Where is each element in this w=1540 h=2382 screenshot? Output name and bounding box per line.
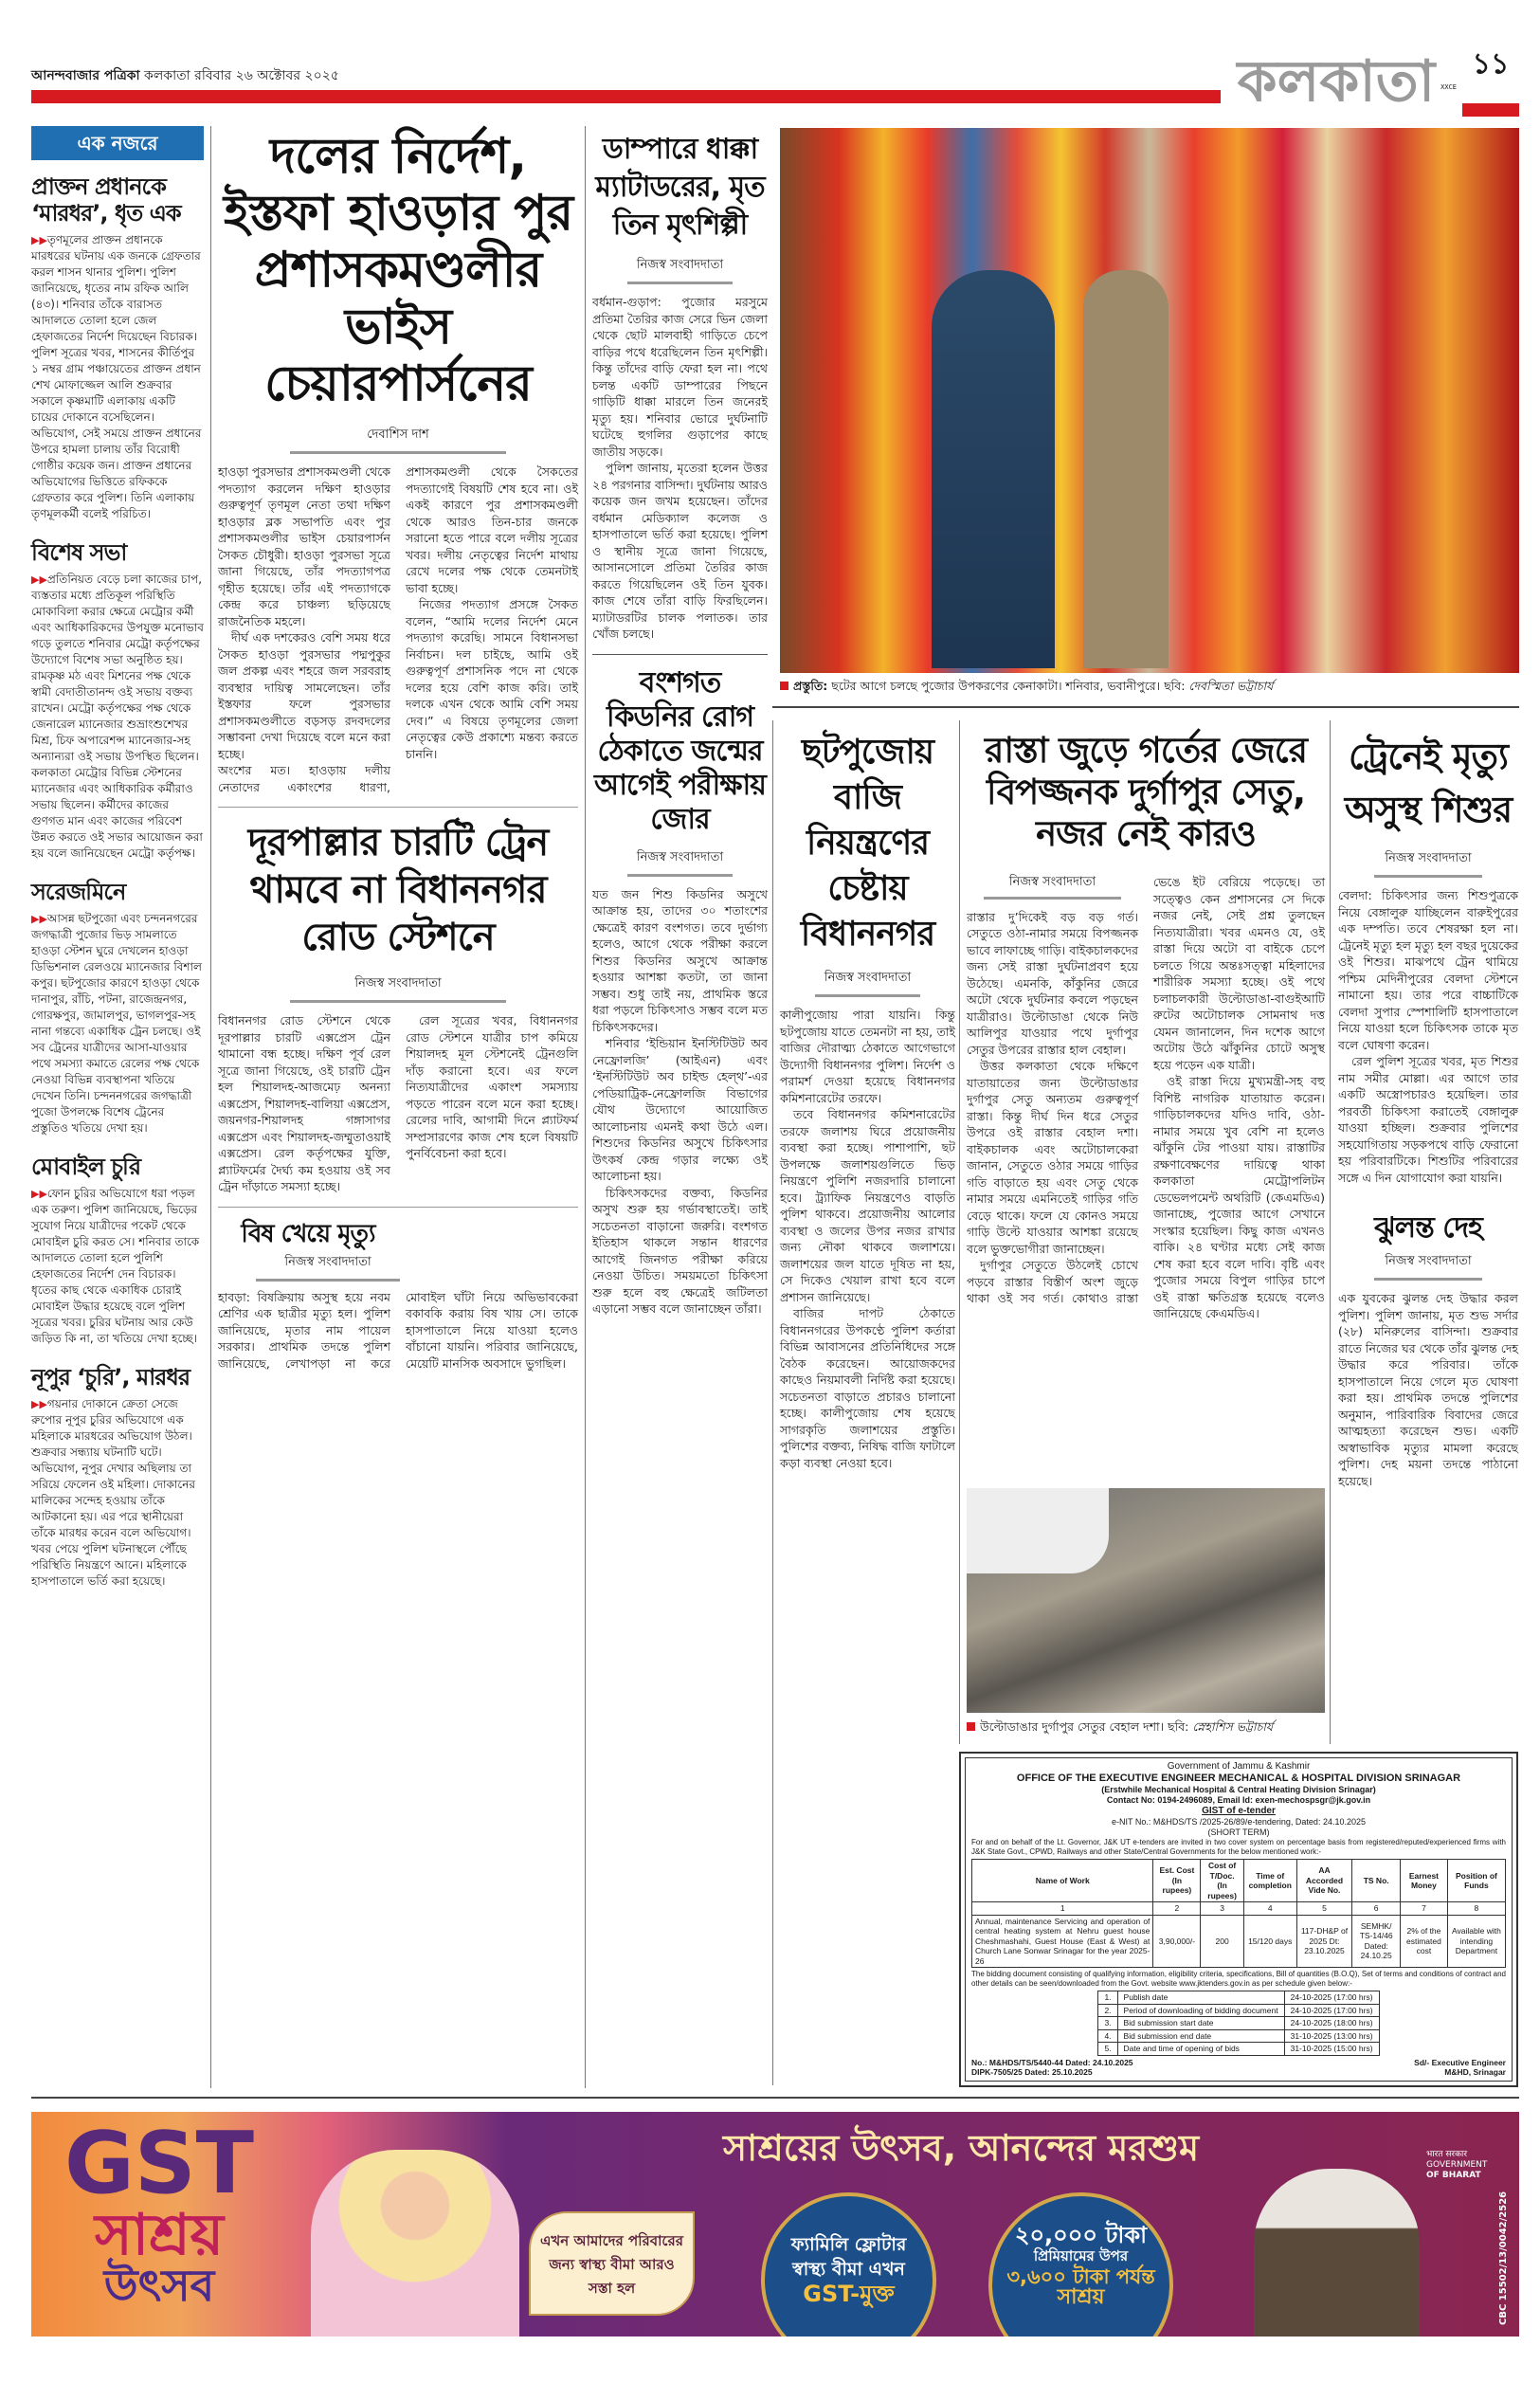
ad-circle-floater	[761, 2192, 936, 2337]
ad-code: CBC 15502/13/0042/2526	[1498, 2191, 1509, 2325]
dumper-headline: ডাম্পারে ধাক্কা ম্যাটাডরের, মৃত তিন মৃৎশিল্পী	[595, 133, 765, 242]
gst-advertisement	[31, 2112, 1519, 2337]
table-cell: Available with intending Department	[1447, 1915, 1505, 1968]
rule	[218, 807, 578, 808]
paragraph: শনিবার ‘ইন্ডিয়ান ইনস্টিটিউট অব নেফ্রোলজি’ (আইএন) এবং ‘ইনস্টিটিউট অব চাইল্ড হেল্থ’-এর পেডিয়াট্রিক-নেফ্রোলজি বিভাগের যৌথ উদ্যোগে আয়োজিত আলোচনায় এমনই কথা উঠে এল। শিশুদের কিডনির অসুখে চিকিৎসার উৎকর্ষ কেন্দ্র গড়ার লক্ষ্যে ওই আলোচনা হয়।	[592, 1036, 768, 1183]
paragraph: রাস্তার দু’দিকেই বড় বড় গর্ত। সেতুতে ওঠা-নামার সময়ে বিপজ্জনক ভাবে লাফাচ্ছে গাড়ি। বাইকচালকদের জন্য সেই রাস্তা দুর্ঘটনাপ্রবণ হয়ে উঠেছে। এমনকি, কাঁকুনির জেরে অটো থেকে দুর্ঘটনার কবলে পড়ছেন যাত্রীরাও। উল্টোডাঙা থেকে নিউ আলিপুর যাওয়ার পথে দুর্গাপুর সেতুর উপরের রাস্তার হাল বেহাল।	[967, 909, 1138, 1057]
paper-name: আনন্দবাজার পত্রিকা	[31, 68, 140, 83]
tender-term: (SHORT TERM)	[1207, 1827, 1270, 1837]
ad-text: প্রিমিয়ামের উপর	[1033, 2247, 1129, 2264]
pm-photo	[1254, 2169, 1420, 2337]
caption-text: উল্টোডাঙার দুর্গাপুর সেতুর বেহাল দশা। ছবি:	[980, 1719, 1189, 1734]
brief-body: ফোন চুরির অভিযোগে ধরা পড়ল এক তরুণ। পুলিশ জানিয়েছে, ভিড়ের সুযোগ নিয়ে যাত্রীদের পকেট থেকে মোবাইল চুরি করত সে। শনিবার তাকে আদালতে তোলা হলে পুলিশি হেফাজতের নির্দেশ দেন বিচারক। ধৃতের কাছ থেকে একাধিক চোরাই মোবাইল উদ্ধার হয়েছে বলে পুলিশ সূত্রের খবর। চুরির ঘটনায় আর কেউ জড়িত কি না, তা খতিয়ে দেখা হচ্ছে।	[31, 1187, 200, 1345]
table-cell: 15/120 days	[1243, 1915, 1296, 1968]
brief-body: গয়নার দোকানে ক্রেতা সেজে রুপোর নূপুর চুরির অভিযোগে এক মহিলাকে মারধরের অভিযোগ উঠল। শুক্রবার সন্ধ্যায় ঘটনাটি ঘটে। অভিযোগ, নূপুর দেখার অছিলায় তা সরিয়ে ফেলেন ওই মহিলা। দোকানের মালিকের সন্দেহ হওয়ায় তাঁকে আটকানো হয়। এর পরে স্থানীয়েরা তাঁকে মারধর করেন বলে অভিযোগ। খবর পেয়ে পুলিশ ঘটনাস্থলে পৌঁছে পরিস্থিতি নিয়ন্ত্রণে আনে। মহিলাকে হাসপাতালে ভর্তি করা হয়েছে।	[31, 1397, 195, 1588]
byline: নিজস্ব সংবাদদাতা	[627, 256, 733, 284]
ad-tagline: সাশ্রয়ের উৎসব, আনন্দের মরশুম	[723, 2127, 1200, 2169]
masthead-line	[31, 64, 339, 87]
bridge-caption	[967, 1719, 1325, 1738]
red-bar	[31, 90, 1221, 103]
section-header	[1223, 34, 1519, 119]
ad-text: ২০,০০০ টাকা	[1014, 2222, 1148, 2248]
ad-logo	[50, 2114, 268, 2311]
lead-body	[218, 464, 578, 795]
trains-headline: দূরপাল্লার চারটি ট্রেন থামবে না বিধাননগর রোড স্টেশনে	[247, 821, 549, 959]
table-cell: 6	[1352, 1902, 1401, 1916]
car-shape	[967, 1488, 1109, 1573]
table-cell: 200	[1201, 1915, 1243, 1968]
lead-article	[218, 128, 578, 795]
table-cell: 24-10-2025 (18:00 hrs)	[1284, 2017, 1379, 2030]
table-cell: 4	[1243, 1902, 1296, 1916]
table-cell: 3	[1201, 1902, 1243, 1916]
paragraph: হাওড়া পুরসভার প্রশাসকমণ্ডলী থেকে পদত্যাগ করলেন দক্ষিণ হাওড়ার গুরুত্বপূর্ণ তৃণমূল নেতা তথা দক্ষিণ হাওড়ার ব্লক সভাপতি এবং পুর প্রশাসকমণ্ডলীর ভাইস চেয়ারপার্সন সৈকত চৌধুরী। হাওড়া পুরসভা সূত্রে জানা গিয়েছে, তাঁর পদত্যাগপত্র গৃহীত হয়েছে। তাঁর এই পদত্যাগকে কেন্দ্র করে চাঞ্চল্য ছড়িয়েছে রাজনৈতিক মহলে।	[218, 464, 391, 628]
kidney-headline: বংশগত কিডনির রোগ ঠেকাতে জন্মের আগেই পরীক্ষায় জোর	[594, 665, 766, 836]
ad-text: সাশ্রয়	[1057, 2285, 1105, 2309]
table-cell: 2.	[1098, 2004, 1117, 2017]
trains-article	[218, 819, 578, 1195]
arrow-icon: ▶▶	[31, 234, 47, 246]
tender-enit: e-NIT No.: M&HDS/TS /2025-26/89/e-tendering, Dated: 24.10.2025	[1112, 1817, 1366, 1827]
ad-quote: এখন আমাদের পরিবারের জন্য স্বাস্থ্য বীমা আরও সস্তা হল	[529, 2211, 695, 2316]
paragraph: তবে বিধাননগর কমিশনারেটের তরফে জলাশয় ঘিরে প্রয়োজনীয় ব্যবস্থা করা হচ্ছে। পাশাপাশি, ছট উপলক্ষে জলাশয়গুলিতে ভিড় নিয়ন্ত্রণে পুলিশি নজরদারি চালানো হবে। ট্র্যাফিক নিয়ন্ত্রণেও বাড়তি পুলিশ থাকবে। প্রয়োজনীয় আলোর ব্যবস্থা ও জলের উপর নজর রাখার জন্য নৌকা থাকবে জলাশয়ে। জলাশয়ের জল যাতে দূষিত না হয়, সে দিকেও খেয়াল রাখা হবে বলে প্রশাসন জানিয়েছে।	[780, 1107, 955, 1304]
kidney-article	[592, 666, 768, 1318]
paragraph: অংশের মত। হাওড়ায় দলীয় নেতাদের একাংশের ধারণা, প্রশাসকমণ্ডলী থেকে সৈকতের পদত্যাগেই বিষয়টি শেষ হবে না। ওই একই কারণে পুর প্রশাসকমণ্ডলী থেকে আরও তিন-চার জনকে সরানো হতে পারে বলে দলীয় সূত্রের খবর। দলীয় নেতৃত্বের নির্দেশ মাথায় রেখে দলের পক্ষ থেকে তেমনটাই ভাবা হচ্ছে।	[218, 464, 578, 794]
ad-gov-text: OF BHARAT	[1426, 2171, 1481, 2180]
table-header: Time of completion	[1243, 1860, 1296, 1902]
tender-dipk: DIPK-7505/25 Dated: 25.10.2025	[971, 2067, 1093, 2077]
table-header: Name of Work	[972, 1860, 1153, 1902]
table-cell: Bid submission end date	[1117, 2029, 1284, 2043]
table-row	[972, 1915, 1506, 1968]
photo-credit: দেবস্মিতা ভট্টাচার্য	[1188, 679, 1274, 693]
ad-text: স্বাস্থ্য বীমা এখন	[792, 2259, 905, 2280]
table-cell: 8	[1447, 1902, 1505, 1916]
paragraph: বেলদা: চিকিৎসার জন্য শিশুপুত্রকে নিয়ে বেঙ্গালুরু যাচ্ছিলেন বারুইপুরের এক দম্পতি। তবে শেষরক্ষা হল না। ট্রেনেই মৃত্যু হল মৃত্যু হল বছর দুয়েকের ওই শিশুর। মাঝপথে ট্রেন থামিয়ে পশ্চিম মেদিনীপুরের বেলদা স্টেশনে নামানো হয়। তার পরে বাচ্চাটিকে বেলদা সুপার স্পেশালিটি হাসপাতালে নিয়ে যাওয়া হলে চিকিৎসক তাকে মৃত বলে ঘোষণা করেন।	[1338, 888, 1518, 1052]
table-cell: 31-10-2025 (13:00 hrs)	[1284, 2029, 1379, 2043]
poison-article	[218, 1219, 578, 1373]
tender-sign-office: M&HD, Srinagar	[1444, 2067, 1506, 2077]
brief-body: প্রতিনিয়ত বেড়ে চলা কাজের চাপ, ব্যস্ততার মধ্যে প্রতিকূল পরিস্থিতি মোকাবিলা করার ক্ষেত্রে মেট্রোর কর্মী এবং আধিকারিকদের উপযুক্ত মনোভাব গড়ে তুলতে শনিবার মেট্রো কর্তৃপক্ষের উদ্যোগে বিশেষ সভা অনুষ্ঠিত হয়। রামকৃষ্ণ মঠ এবং মিশনের পক্ষ থেকে স্বামী বেদাতীতানন্দ ওই সভায় বক্তব্য রাখেন। মেট্রো কর্তৃপক্ষের পক্ষ থেকে জেনারেল ম্যানেজার শুভ্রাংশুশেখর মিশ্র, চিফ অপারেশন্স ম্যানেজার-সহ অন্যান্যরা ওই সভায় উপস্থিত ছিলেন। কলকাতা মেট্রোর বিভিন্ন স্টেশনের ম্যানেজার এবং আধিকারিক কর্মীরাও সভায় ছিলেন। কর্মীদের কাজের গুণগত মান এবং কাজের পরিবেশ উন্নত করতে ওই সভার আয়োজন করা হয় বলে জানিয়েছেন মেট্রো কর্তৃপক্ষ।	[31, 573, 204, 860]
ad-gov-text: भारत सरकार	[1426, 2150, 1468, 2159]
table-cell: Date and time of opening of bids	[1117, 2043, 1284, 2056]
table-cell: 4.	[1098, 2029, 1117, 2043]
paragraph: রেল পুলিশ সূত্রের খবর, মৃত শিশুর নাম সমীর মোল্লা। এর আগে তার একটি অস্ত্রোপচারও হয়েছিল। তার পরবর্তী চিকিৎসা করাতেই বেঙ্গালুরু যাওয়া হচ্ছিল। শুক্রবার পুলিশের সহযোগিতায় সড়কপথে বাড়ি ফেরানো হয় পরিবারটিকে। শিশুটির পরিবারের সঙ্গে এ দিন যোগাযোগ করা যায়নি।	[1338, 1054, 1518, 1185]
brief-heading: প্রাক্তন প্রধানকে ‘মারধর’, ধৃত এক	[31, 173, 181, 227]
table-header: Est. Cost (In rupees)	[1153, 1860, 1201, 1902]
byline: নিজস্ব সংবাদদাতা	[1374, 849, 1482, 878]
table-cell: 3.	[1098, 2017, 1117, 2030]
dumper-article	[592, 131, 768, 643]
ad-rule	[31, 2097, 1519, 2099]
bridge-article	[967, 730, 1325, 1322]
brief-body: তৃণমূলের প্রাক্তন প্রধানকে মারধরের ঘটনায় এক জনকে গ্রেফতার করল শাসন থানার পুলিশ। পুলিশ জানিয়েছে, ধৃতের নাম রফিক আলি (৪৩)। শনিবার তাঁকে বারাসত আদালতে তোলা হলে জেল হেফাজতের নির্দেশ দিয়েছেন বিচারক। পুলিশ সূত্রের খবর, শাসনের কীর্তিপুর ১ নম্বর গ্রাম পঞ্চায়েতের প্রাক্তন প্রধান শেখ মোফাজ্জেল আলি শুক্রবার সকালে কৃষ্ণমাটি এলাকায় একটি চায়ের দোকানে বসেছিলেন। অভিযোগ, সেই সময়ে প্রাক্তন প্রধানের উপরে হামলা চালায় তাঁর বিরোধী গোষ্ঠীর কয়েক জন। প্রাক্তন প্রধানের অভিযোগের ভিত্তিতে রফিককে গ্রেফতার করে পুলিশ। তিনি এলাকায় তৃণমূলকর্মী বলেই পরিচিত।	[31, 233, 202, 520]
photo-caption	[780, 679, 1519, 698]
ad-text: ফ্যামিলি ফ্লোটার	[790, 2234, 907, 2255]
table-cell: Period of downloading of bidding document	[1117, 2004, 1284, 2017]
brief-heading: বিশেষ সভা	[31, 539, 127, 566]
tender-office: OFFICE OF THE EXECUTIVE ENGINEER MECHANICAL & HOSPITAL DIVISION SRINAGAR	[1016, 1773, 1461, 1784]
table-header: Position of Funds	[1447, 1860, 1505, 1902]
byline: নিজস্ব সংবাদদাতা	[1374, 1252, 1482, 1281]
arrow-icon: ▶▶	[31, 1398, 47, 1410]
paragraph: পুলিশ জানায়, মৃতেরা হলেন উত্তর ২৪ পরগনার বাসিন্দা। দুর্ঘটনায় আরও কয়েক জন জখম হয়েছেন। তাঁদের বর্ধমান মেডিক্যাল কলেজ ও হাসপাতালে ভর্তি করা হয়েছে। পুলিশ ও স্থানীয় সূত্রে জানা গিয়েছে, আসানসোলে প্রতিমা তৈরির কাজ করতে গিয়েছিলেন ওই তিন যুবক। কাজ শেষে তাঁরা বাড়ি ফিরছিলেন। ম্যাটাডরটির চালক পলাতক। তার খোঁজ চলছে।	[592, 461, 768, 641]
officer-figure	[1083, 270, 1169, 668]
chhath-article	[780, 730, 955, 1471]
arrow-icon: ▶▶	[31, 1188, 47, 1200]
paragraph: বাজির দাপট ঠেকাতে বিধাননগরের উপকণ্ঠে পুলিশ কর্তারা বিভিন্ন আবাসনের প্রতিনিধিদের সঙ্গে বৈঠক করেছেন। আয়োজকদের কাছেও নিয়মাবলী নির্দিষ্ট করা হয়েছে। সচেতনতা বাড়াতে প্রচারও চালানো হচ্ছে। কালীপুজোয় শেষ হয়েছে সাগরকৃতি জলাশয়ের প্রস্তুতি। পুলিশের বক্তব্য, নিষিদ্ধ বাজি ফাটালে কড়া ব্যবস্থা নেওয়া হবে।	[780, 1306, 955, 1470]
section-tag: XXCE	[1440, 83, 1457, 91]
table-header: AA Accorded Vide No.	[1296, 1860, 1352, 1902]
paragraph: ওই রাস্তা দিয়ে মুখ্যমন্ত্রী-সহ বহু বিশিষ্ট নাগরিক যাতায়াত করেন। গাড়িচালকদের যদিও দাবি, ওঠা-নামার সময়ে খুব বেশি না হলেও ঝাঁকুনি টের পাওয়া যায়। রাস্তাটির রক্ষণাবেক্ষণের দায়িত্বে থাকা কলকাতা মেট্রোপলিটন ডেভেলপমেন্ট অথরিটি (কেএমডিএ) জানাচ্ছে, পুজোর আগে সেখানে সংস্কার হয়েছিল। কিছু কাজ এখনও বাকি। ২৪ ঘণ্টার মধ্যে সেই কাজ শেষ করা হবে বলে দাবি। বৃষ্টি এবং পুজোর সময়ে বিপুল গাড়ির চাপে ওই রাস্তা ক্ষতিগ্রস্ত হয়েছে বলেও জানিয়েছে কেএমডিএ।	[1153, 1074, 1325, 1320]
woman-figure	[932, 270, 1055, 668]
page-number: ১১	[1472, 47, 1510, 81]
ad-circle-premium	[988, 2192, 1173, 2337]
ad-gst: GST	[63, 2114, 255, 2213]
table-row	[1098, 2017, 1379, 2030]
tender-notice	[959, 1752, 1518, 2087]
byline: নিজস্ব সংবাদদাতা	[984, 874, 1121, 900]
column-divider	[772, 720, 773, 2085]
brief-item	[31, 879, 204, 1136]
column-divider	[210, 126, 211, 2088]
table-cell: Bid submission start date	[1117, 2017, 1284, 2030]
table-row	[1098, 2043, 1379, 2056]
rule	[592, 654, 768, 655]
table-row	[1098, 2029, 1379, 2043]
ad-gov-text: GOVERNMENT	[1426, 2160, 1488, 2170]
table-cell: 3,90,000/-	[1153, 1915, 1201, 1968]
table-header: TS No.	[1352, 1860, 1401, 1902]
table-cell: 24-10-2025 (17:00 hrs)	[1284, 2004, 1379, 2017]
brief-item	[31, 1364, 204, 1590]
tender-gov: Government of Jammu & Kashmir	[1167, 1761, 1311, 1772]
tender-no: No.: M&HDS/TS/5440-44 Dated: 24.10.2025	[971, 2057, 1133, 2067]
table-header: Earnest Money	[1401, 1860, 1448, 1902]
ad-text: ৩,৬০০ টাকা পর্যন্ত	[1006, 2265, 1155, 2288]
paragraph: দীর্ঘ এক দশকেরও বেশি সময় ধরে সৈকত হাওড়া পুরসভার পদ্মপুকুর জল প্রকল্প এবং শহরে জল সরবরাহ ব্যবস্থার দায়িত্ব সামলেছেন। তাঁর ইস্তফার ফলে পুরসভার প্রশাসকমণ্ডলীতে বড়সড় রদবদলের সম্ভাবনা দেখা দিয়েছে বলে মনে করা হচ্ছে।	[218, 630, 390, 761]
column-divider	[1330, 720, 1331, 1744]
lead-headline: দলের নির্দেশ, ইস্তফা হাওড়ার পুর প্রশাসকমণ্ডলীর ভাইস চেয়ারপার্সনের	[223, 128, 573, 412]
section-title: কলকাতা	[1237, 48, 1436, 115]
brief-item	[31, 539, 204, 862]
paragraph: বর্ধমান-গুড়াপ: পুজোর মরসুমে প্রতিমা তৈরির কাজ সেরে ভিন জেলা থেকে ছোট মালবাহী গাড়িতে চেপে বাড়ির পথে ধরেছিলেন তিন মৃৎশিল্পী। কিন্তু তাঁদের বাড়ি ফেরা হল না। পথে চলন্ত একটি ডাম্পারের পিছনে গাড়িটি ধাক্কা মারলে তিন জনেরই মৃত্যু হয়। শনিবার ভোরে দুর্ঘটনাটি ঘটেছে হুগলির গুড়াপের কাছে জাতীয় সড়কে।	[592, 295, 768, 459]
table-cell: 5	[1296, 1902, 1352, 1916]
table-cell: 7	[1401, 1902, 1448, 1916]
table-cell: 2	[1153, 1902, 1201, 1916]
byline: নিজস্ব সংবাদদাতা	[290, 974, 506, 1003]
dateline: কলকাতা রবিবার ২৬ অক্টোবর ২০২৫	[144, 68, 339, 83]
chhath-headline: ছটপুজোয় বাজি নিয়ন্ত্রণের চেষ্টায় বিধাননগর	[800, 733, 935, 954]
table-cell: 1.	[1098, 1991, 1117, 2005]
tender-contact: Contact No: 0194-2496089, Email Id: exen-mechospsgr@jk.gov.in	[1106, 1795, 1371, 1805]
section-rule	[772, 706, 1519, 708]
sidebar-title: এক নজরে	[31, 126, 204, 160]
photo-credit: স্নেহাশিস ভট্টাচার্য	[1192, 1719, 1274, 1734]
tender-sign: Sd/- Executive Engineer	[1414, 2057, 1506, 2067]
bridge-photo	[967, 1488, 1325, 1713]
hanging-headline: ঝুলন্ত দেহ	[1374, 1211, 1482, 1245]
brief-heading: মোবাইল চুরি	[31, 1154, 141, 1180]
brief-item	[31, 173, 204, 522]
ad-text: GST-মুক্ত	[803, 2281, 895, 2307]
train-article	[1338, 730, 1518, 1489]
table-cell: 24-10-2025 (17:00 hrs)	[1284, 1991, 1379, 2005]
tender-intro: For and on behalf of the Lt. Governor, J&K UT e-tenders are invited in two cover system on percentage basis from registered/reputed/experienced firms with J&K State Govt., CPWD, Railways and other State/Central Governments for the below mentioned work:-	[971, 1838, 1506, 1856]
brief-heading: সরেজমিনে	[31, 879, 126, 905]
table-row	[1098, 1991, 1379, 2005]
caption-marker-icon	[967, 1722, 975, 1731]
lead-column	[218, 128, 578, 1372]
paragraph: চিকিৎসকদের বক্তব্য, কিডনির অসুখ শুরু হয় গর্ভাবস্থাতেই। তাই সচেতনতা বাড়ানো জরুরি। বংশগত ইতিহাস থাকলে সন্তান ধারণের আগেই জিনগত পরীক্ষা করিয়ে নেওয়া উচিত। সময়মতো চিকিৎসা শুরু হলে বহু ক্ষেত্রেই জটিলতা এড়ানো সম্ভব বলে জানাচ্ছেন তাঁরা।	[592, 1185, 768, 1316]
caption-marker-icon	[780, 682, 788, 690]
bridge-headline: রাস্তা জুড়ে গর্তের জেরে বিপজ্জনক দুর্গাপুর সেতু, নজর নেই কারও	[984, 730, 1307, 854]
arrow-icon: ▶▶	[31, 573, 47, 586]
tender-bidding-note: The bidding document consisting of qualifying information, eligibility criteria, specifications, Bill of quantities (B.O.Q), Set of terms and conditions of contract and other details can be seen/downloaded from the Govt. website www.jktenders.gov.in as per schedule given below:-	[971, 1970, 1506, 1988]
family-photo	[311, 2150, 519, 2337]
table-cell: 117-DH&P of 2025 Dt: 23.10.2025	[1296, 1915, 1352, 1968]
paragraph: এক যুবকের ঝুলন্ত দেহ উদ্ধার করল পুলিশ। পুলিশ জানায়, মৃত শুভ সর্দার (২৮) মনিরুলের বাসিন্দা। শুক্রবার রাতে নিজের ঘর থেকে তাঁর ঝুলন্ত দেহ উদ্ধার করে পরিবার। তাঁকে হাসপাতালে নিয়ে গেলে মৃত ঘোষণা করা হয়। প্রাথমিক তদন্তে পুলিশের অনুমান, পারিবারিক বিবাদের জেরে আত্মহত্যা করেছেন শুভ। একটি অস্বাভাবিক মৃত্যুর মামলা করেছে পুলিশ। দেহ ময়না তদন্তে পাঠানো হয়েছে।	[1338, 1291, 1518, 1488]
tender-table	[971, 1859, 1506, 1968]
tender-erstwhile: (Erstwhile Mechanical Hospital & Central Heating Division Srinagar)	[1101, 1785, 1376, 1794]
table-cell: Publish date	[1117, 1991, 1284, 2005]
byline: নিজস্ব সংবাদদাতা	[256, 1253, 400, 1282]
caption-text: ছটের আগে চলছে পুজোর উপকরণের কেনাকাটা। শনিবার, ভবানীপুরে। ছবি:	[831, 679, 1186, 693]
paragraph: উত্তর কলকাতা থেকে দক্ষিণে যাতায়াতের জন্য উল্টোডাঙার দুর্গাপুর সেতু অন্যতম গুরুত্বপূর্ণ রাস্তা। কিন্তু দীর্ঘ দিন ধরে সেতুর উপরে ওই রাস্তার বেহাল দশা। বাইকচালক এবং অটোচালকেরা জানান, সেতুতে ওঠার সময়ে গাড়ির গতি বাড়াতে হয় এবং সেতু থেকে নামার সময়ে এমনিতেই গাড়ির গতি বেড়ে থাকে। ফলে যে কোনও সময়ে গাড়ি উল্টে যাওয়ার আশঙ্কা রয়েছে বলে ভুক্তভোগীরা জানাচ্ছেন।	[967, 1059, 1138, 1256]
gov-bharat-logo	[1426, 2150, 1487, 2181]
paragraph: দুর্গাপুর সেতুতে উঠলেই চোখে পড়বে রাস্তার বিস্তীর্ণ অংশ জুড়ে থাকা ওই সব গর্ত। কোথাও রাস্তা ভেঙে ইট বেরিয়ে পড়েছে। তা সত্ত্বেও কেন প্রশাসনের সে দিকে নজর নেই, সেই প্রশ্ন তুলছেন নিত্যযাত্রীরা। খবর এমনও যে, ওই রাস্তা দিয়ে অটো বা বাইকে চেপে চলতে গিয়ে অন্তঃসত্ত্বা মহিলাদের শারীরিক সমস্যা হচ্ছে। ওই পথে চলাচলকারী উল্টোডাঙা-বাগুইআটি রুটের অটোচালক সোমনাথ দত্ত যেমন জানালেন, দিন দশেক আগে অটোয় উঠে ঝাঁকুনির চোটে অসুস্থ হয়ে পড়েন এক যাত্রী।	[967, 875, 1325, 1305]
brief-body: আসন্ন ছটপুজো এবং চন্দননগরের জগদ্ধাত্রী পুজোর ভিড় সামলাতে হাওড়া স্টেশন ঘুরে দেখলেন হাওড়া ডিভিশনাল রেলওয়ে ম্যানেজার বিশাল কপুর। ছটপুজোর কারণে হাওড়া থেকে দানাপুর, রাঁচি, পটনা, রাজেন্দ্রনগর, গোরক্ষপুর, জামালপুর, ভাগলপুর-সহ নানা গন্তব্যে একাধিক ট্রেন চলছে। ওই সব ট্রেনের যাত্রীদের আসা-যাওয়ার পথে সমস্যা কমাতে রেলের পক্ষ থেকে নেওয়া বিভিন্ন ব্যবস্থাপনা খতিয়ে দেখেন তিনি। চন্দননগরের জগদ্ধাত্রী পুজো উপলক্ষে বিশেষ ট্রেনের প্রস্তুতিও খতিয়ে দেখা হয়।	[31, 912, 202, 1135]
table-header: Cost of T/Doc. (In rupees)	[1201, 1860, 1243, 1902]
paragraph: যত জন শিশু কিডনির অসুখে আক্রান্ত হয়, তাদের ৩০ শতাংশের ক্ষেত্রেই কারণ বংশগত। তবে দুর্ভাগ্য হলেও, আগে থেকে পরীক্ষা করলে শিশুর কিডনির অসুখে আক্রান্ত হওয়ার আশঙ্কা কতটা, তা জানা সম্ভব। শুধু তাই নয়, প্রাথমিক স্তরে ধরা পড়লে চিকিৎসাও সম্ভব বলে মত চিকিৎসকদের।	[592, 886, 768, 1034]
schedule-table	[1097, 1991, 1379, 2056]
table-row	[1098, 2004, 1379, 2017]
ad-sashray: সাশ্রয়	[95, 2202, 224, 2268]
caption-label: প্রস্তুতি:	[793, 679, 828, 693]
table-cell: 5.	[1098, 2043, 1117, 2056]
table-cell: 31-10-2025 (15:00 hrs)	[1284, 2043, 1379, 2056]
column-divider	[959, 720, 960, 1744]
sidebar-briefs	[31, 126, 204, 1607]
paragraph: হাবড়া: বিষক্রিয়ায় অসুস্থ হয়ে নবম শ্রেণির এক ছাত্রীর মৃত্যু হল। পুলিশ জানিয়েছে, মৃতার নাম পায়েল সরকার। প্রাথমিক তদন্তে পুলিশ জানিয়েছে, লেখাপড়া না করে মোবাইল ঘাঁটা নিয়ে অভিভাবকেরা বকাবকি করায় বিষ খায় সে। তাকে হাসপাতালে নিয়ে যাওয়া হলেও বাঁচানো যায়নি। পরিবার জানিয়েছে, মেয়েটি মানসিক অবসাদে ভুগছিল।	[218, 1289, 578, 1371]
train-headline: ট্রেনেই মৃত্যু অসুস্থ শিশুর	[1344, 736, 1513, 830]
ad-utsab: উৎসব	[103, 2260, 215, 2311]
brief-heading: নূপুর ‘চুরি’, মারধর	[31, 1364, 190, 1391]
table-cell: SEMHK/ TS-14/46 Dated: 24.10.25	[1352, 1915, 1401, 1968]
paragraph: কালীপুজোয় পারা যায়নি। কিন্তু ছটপুজোয় যাতে তেমনটা না হয়, তাই বাজির দৌরাত্ম্য ঠেকাতে আগেভাগে উদ্যোগী বিধাননগর পুলিশ। নির্দেশ ও পরামর্শ দেওয়া হয়েছে বিধাননগর কমিশনারেটের তরফে।	[780, 1008, 955, 1105]
brief-item	[31, 1154, 204, 1347]
column-divider	[585, 126, 586, 2088]
paragraph: বিধাননগর রোড স্টেশনে থেকে দূরপাল্লার চারটি এক্সপ্রেস ট্রেন থামানো বন্ধ হচ্ছে। দক্ষিণ পূর্ব রেল সূত্রে জানা গিয়েছে, ওই চারটি ট্রেন হল শিয়ালদহ-আজমেঢ় অনন্যা এক্সপ্রেস, শিয়ালদহ-বালিয়া এক্সপ্রেস, জয়নগর-শিয়ালদহ গঙ্গাসাগর এক্সপ্রেস এবং শিয়ালদহ-জম্মুতাওয়াই এক্সপ্রেস। রেল কর্তৃপক্ষের যুক্তি, প্ল্যাটফর্মের দৈর্ঘ্য কম হওয়ায় ওই সব ট্রেন দাঁড়াতে সমস্যা হচ্ছে।	[218, 1013, 390, 1193]
paragraph: নিজের পদত্যাগ প্রসঙ্গে সৈকত বলেন, “আমি দলের নির্দেশ মেনে পদত্যাগ করেছি। সামনে বিধানসভা নির্বাচন। দল চাইছে, আমি ওই গুরুত্বপূর্ণ প্রশাসনিক পদে না থেকে দলের হয়ে বেশি কাজ করি। তাই দলকে এখন থেকে আমি বেশি সময় দেব।” এ বিষয়ে তৃণমূলের জেলা নেতৃত্বের কেউ প্রকাশ্যে মন্তব্য করতে চাননি।	[406, 597, 578, 761]
table-cell: Annual, maintenance Servicing and operation of central heating system at Nehru guest house Cheshmashahi, Guest House (East & West) at Church Lane Sonwar Srinagar for the year 2025-26	[972, 1915, 1153, 1968]
red-bar-right	[1462, 103, 1519, 117]
arrow-icon: ▶▶	[31, 913, 47, 925]
market-photo	[780, 128, 1519, 673]
byline: নিজস্ব সংবাদদাতা	[815, 969, 920, 997]
table-cell: 1	[972, 1902, 1153, 1916]
byline: দেবাশিস দাশ	[290, 426, 506, 454]
paragraph: রেল সূত্রের খবর, বিধাননগর রোড স্টেশনে যাত্রীর চাপ কমিয়ে শিয়ালদহ মূল স্টেশনেই ট্রেনগুলি দাঁড় করানো হবে। এর ফলে নিত্যযাত্রীদের একাংশ সমস্যায় পড়তে পারেন বলে মনে করা হচ্ছে। রেলের দাবি, আগামী দিনে প্ল্যাটফর্ম সম্প্রসারণের কাজ শেষ হলে বিষয়টি পুনর্বিবেচনা করা হবে।	[406, 1013, 578, 1160]
tender-title: GIST of e-tender	[1202, 1806, 1276, 1816]
byline: নিজস্ব সংবাদদাতা	[627, 848, 733, 877]
poison-headline: বিষ খেয়ে মৃত্যু	[241, 1219, 375, 1248]
rule	[218, 1207, 578, 1208]
table-cell: 2% of the estimated cost	[1401, 1915, 1448, 1968]
column-three	[592, 131, 768, 1318]
